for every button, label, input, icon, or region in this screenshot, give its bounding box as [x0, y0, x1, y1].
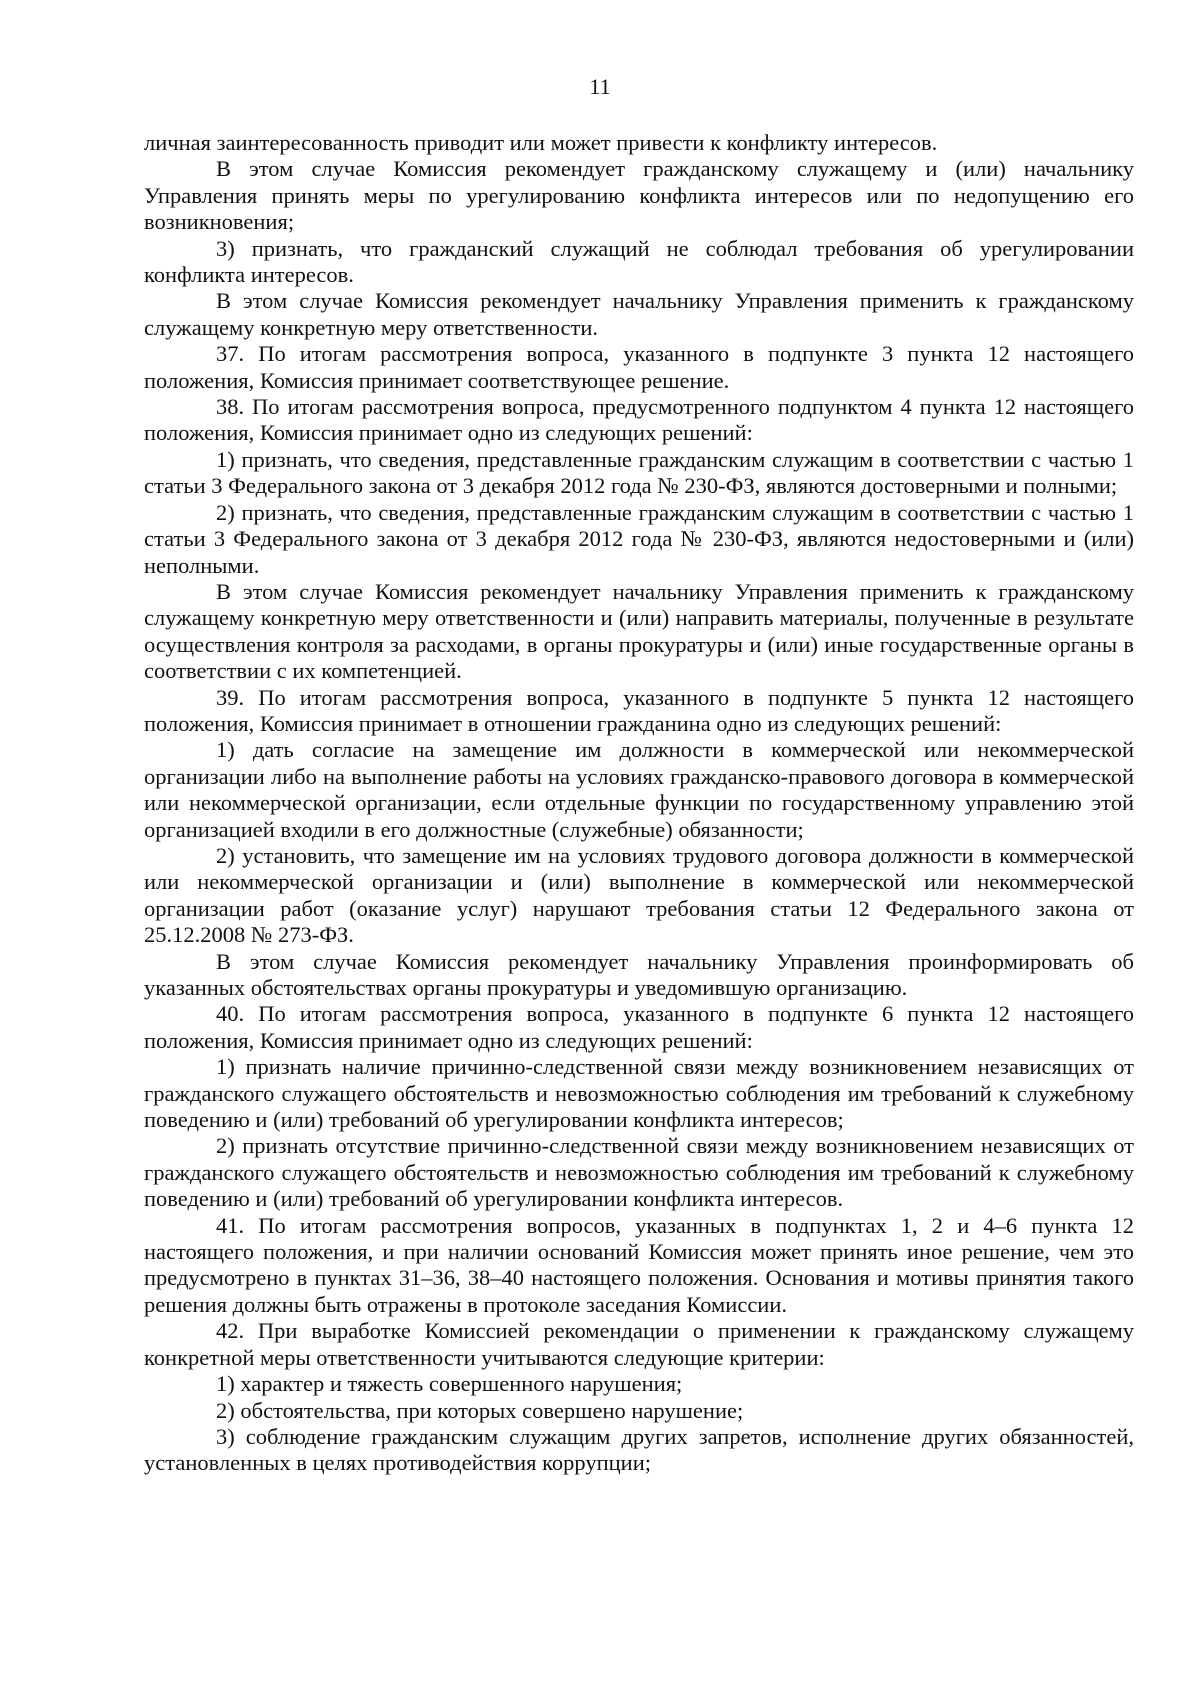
paragraph: В этом случае Комиссия рекомендует гражданскому служащему и (или) начальнику Управления принять меры по урегулированию конфликта интересов или по недопущению его возникновения; — [144, 156, 1134, 235]
page-number: 11 — [589, 74, 611, 99]
paragraph: 1) признать, что сведения, представленные гражданским служащим в соответствии с частью 1 статьи 3 Федерального закона от 3 декабря 2012 года № 230-ФЗ, являются достоверными и полными; — [144, 446, 1134, 499]
paragraph-continuation: личная заинтересованность приводит или может привести к конфликту интересов. — [144, 130, 938, 155]
paragraph: 2) установить, что замещение им на условиях трудового договора должности в коммерческой или некоммерческой организации и (или) выполнение в коммерческой или некоммерческой организации работ (оказание услуг) нарушают требования статьи 12 Федерального закона от 25.12.2008 № 273-ФЗ. — [144, 842, 1134, 948]
paragraph: В этом случае Комиссия рекомендует начальнику Управления проинформировать об указанных обстоятельствах органы прокуратуры и уведомившую организацию. — [144, 948, 1134, 1000]
paragraph: 3) признать, что гражданский служащий не соблюдал требования об урегулировании конфликта интересов. — [144, 235, 1134, 288]
paragraph: 41. По итогам рассмотрения вопросов, указанных в подпунктах 1, 2 и 4–6 пункта 12 настоящего положения, и при наличии оснований Комиссия может принять иное решение, чем это предусмотрено в пунктах 31–36, 38–40 настоящего положения. Основания и мотивы принятия такого решения должны быть отражены в протоколе заседания Комиссии. — [144, 1212, 1134, 1317]
paragraph: В этом случае Комиссия рекомендует начальнику Управления применить к гражданскому служащему конкретную меру ответственности и (или) направить материалы, полученные в результате осуществления контроля за расходами, в органы прокуратуры и (или) иные государственные органы в соответствии с их компетенцией. — [144, 578, 1134, 684]
paragraph: 2) признать, что сведения, представленные гражданским служащим в соответствии с частью 1 статьи 3 Федерального закона от 3 декабря 2012 года № 230-ФЗ, являются недостоверными и (или) неполными. — [144, 499, 1134, 578]
paragraph: 39. По итогам рассмотрения вопроса, указанного в подпункте 5 пункта 12 настоящего положения, Комиссия принимает в отношении гражданина одно из следующих решений: — [144, 684, 1134, 736]
paragraph: 42. При выработке Комиссией рекомендации о применении к гражданскому служащему конкретной меры ответственности учитываются следующие критерии: — [144, 1318, 1134, 1370]
paragraph: 40. По итогам рассмотрения вопроса, указанного в подпункте 6 пункта 12 настоящего положения, Комиссия принимает одно из следующих решений: — [144, 1001, 1134, 1053]
document-body — [144, 130, 1134, 1477]
paragraph: 2) обстоятельства, при которых совершено нарушение; — [216, 1397, 744, 1423]
paragraph: 38. По итогам рассмотрения вопроса, предусмотренного подпунктом 4 пункта 12 настоящего положения, Комиссия принимает одно из следующих решений: — [144, 394, 1134, 446]
paragraph: 1) дать согласие на замещение им должности в коммерческой или некоммерческой организации либо на выполнение работы на условиях гражданско-правового договора в коммерческой или некоммерческой организации, если отдельные функции по государственному управлению этой организацией входили в его должностные (служебные) обязанности; — [144, 737, 1134, 842]
paragraph: 3) соблюдение гражданским служащим других запретов, исполнение других обязанностей, установленных в целях противодействия коррупции; — [144, 1423, 1134, 1476]
paragraph: 2) признать отсутствие причинно-следственной связи между возникновением независящих от гражданского служащего обстоятельств и невозможностью соблюдения им требований к служебному поведению и (или) требований об урегулировании конфликта интересов. — [144, 1133, 1134, 1212]
paragraph: 1) признать наличие причинно-следственной связи между возникновением независящих от гражданского служащего обстоятельств и невозможностью соблюдения им требований к служебному поведению и (или) требований об урегулировании конфликта интересов; — [144, 1054, 1134, 1133]
paragraph: В этом случае Комиссия рекомендует начальнику Управления применить к гражданскому служащему конкретную меру ответственности. — [144, 288, 1134, 340]
paragraph: 1) характер и тяжесть совершенного нарушения; — [216, 1371, 683, 1397]
paragraph: 37. По итогам рассмотрения вопроса, указанного в подпункте 3 пункта 12 настоящего положения, Комиссия принимает соответствующее решение. — [144, 341, 1134, 393]
